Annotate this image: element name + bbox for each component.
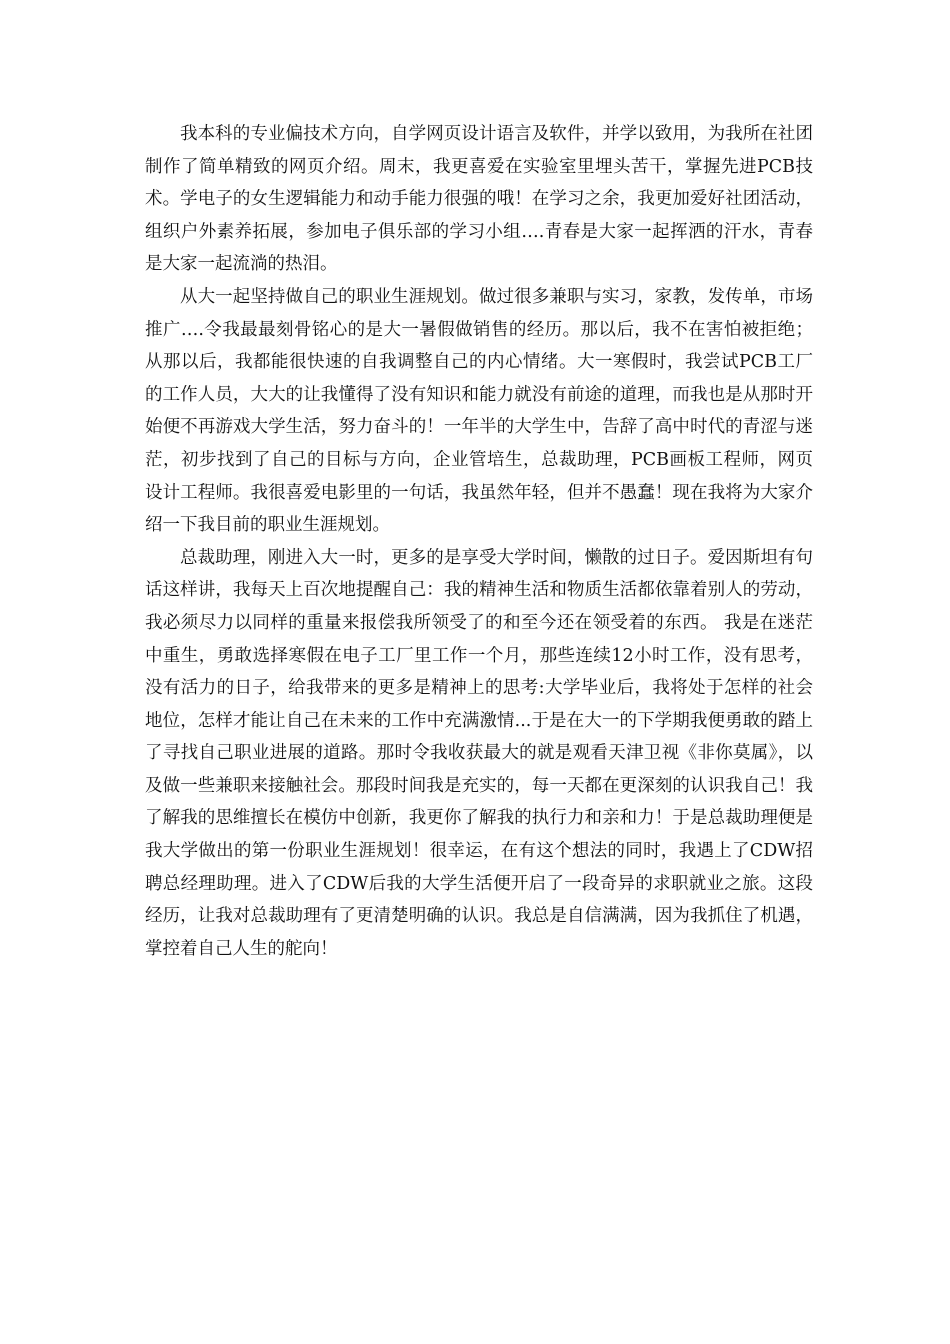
paragraph-2: 从大一起坚持做自己的职业生涯规划。做过很多兼职与实习，家教，发传单，市场推广….令我最最刻骨铭心的是大一暑假做销售的经历。那以后，我不在害怕被拒绝；从那以后，我都能很快速的自我调整自己的内心情绪。大一寒假时，我尝试PCB工厂的工作人员，大大的让我懂得了没有知识和能力就没有前途的道理，而我也是从那时开始便不再游戏大学生活，努力奋斗的！一年半的大学生中，告辞了高中时代的青涩与迷茫，初步找到了自己的目标与方向，企业管培生，总裁助理，PCB画板工程师，网页设计工程师。我很喜爱电影里的一句话，我虽然年轻，但并不愚蠢！现在我将为大家介绍一下我目前的职业生涯规划。 [145, 286, 813, 536]
paragraph-3: 总裁助理，刚进入大一时，更多的是享受大学时间，懒散的过日子。爱因斯坦有句话这样讲，我每天上百次地提醒自己：我的精神生活和物质生活都依靠着别人的劳动，我必须尽力以同样的重量来报偿我所领受了的和至今还在领受着的东西。 我是在迷茫中重生，勇敢选择寒假在电子工厂里工作一个月，那些连续12小时工作，没有思考，没有活力的日子，给我带来的更多是精神上的思考:大学毕业后，我将处于怎样的社会地位，怎样才能让自己在未来的工作中充满激情...于是在大一的下学期我便勇敢的踏上了寻找自己职业进展的道路。那时令我收获最大的就是观看天津卫视《非你莫属》，以及做一些兼职来接触社会。那段时间我是充实的，每一天都在更深刻的认识我自己！我了解我的思维擅长在模仿中创新，我更你了解我的执行力和亲和力！于是总裁助理便是我大学做出的第一份职业生涯规划！很幸运，在有这个想法的同时，我遇上了CDW招聘总经理助理。进入了CDW后我的大学生活便开启了一段奇异的求职就业之旅。这段经历，让我对总裁助理有了更清楚明确的认识。我总是自信满满，因为我抓住了机遇，掌控着自己人生的舵向！ [145, 547, 813, 959]
document-body [145, 118, 813, 965]
paragraph-1: 我本科的专业偏技术方向，自学网页设计语言及软件，并学以致用，为我所在社团制作了简单精致的网页介绍。周末，我更喜爱在实验室里埋头苦干，掌握先进PCB技术。学电子的女生逻辑能力和动手能力很强的哦！在学习之余，我更加爱好社团活动，组织户外素养拓展，参加电子俱乐部的学习小组….青春是大家一起挥洒的汗水，青春是大家一起流淌的热泪。 [145, 124, 813, 275]
